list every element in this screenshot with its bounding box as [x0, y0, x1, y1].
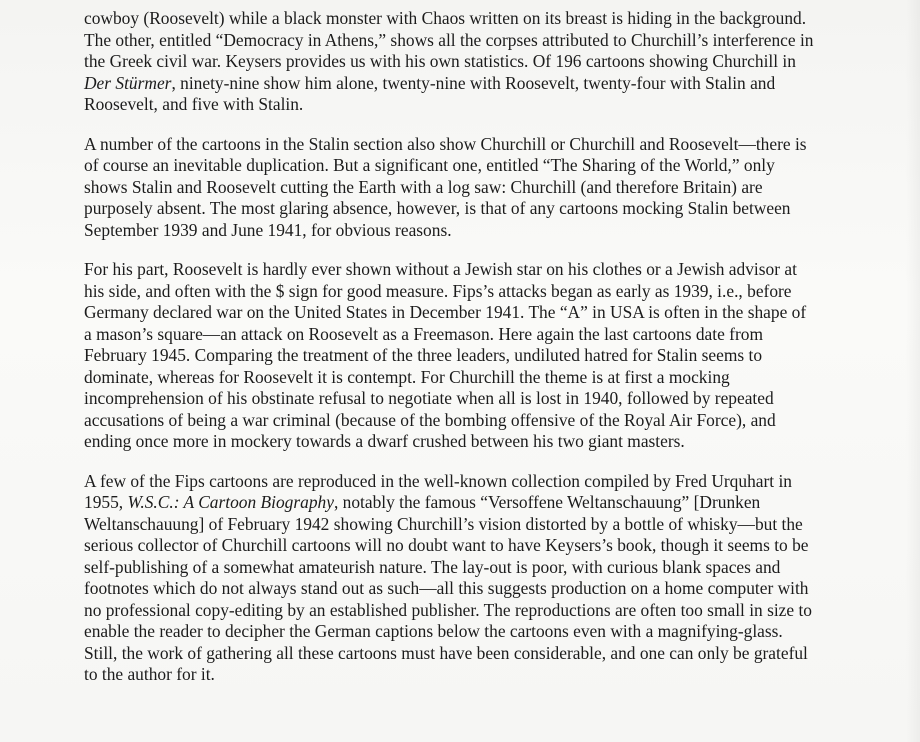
scan-shadow-edge: [906, 0, 920, 742]
paragraph-4-text-a: A few of the Fips cartoons are reproduced in the well-known collection compiled by Fred Urquhart in 1955,: [84, 470, 792, 512]
paragraph-2: [84, 134, 816, 242]
text-column: [84, 8, 816, 686]
paragraph-4-text-b: , notably the famous “Versoffene Weltanschauung” [Drunken Weltanschauung] of February 1942 showing Churchill’s vision distorted by a bottle of whisky—but the serious collector of Churchill cartoons will no doubt want to have Keysers’s book, though it seems to be self-publishing of a somewhat amateurish nature. The lay-out is poor, with curious blank spaces and footnotes which do not always stand out as such—all this suggests production on a home computer with no professional copy-editing by an established publisher. The reproductions are often too small in size to enable the reader to decipher the German captions below the cartoons even with a magnifying-glass. Still, the work of gathering all these cartoons must have been considerable, and one can only be grateful to the author for it.: [84, 492, 812, 684]
paragraph-1-italic-title: Der Stürmer: [84, 72, 172, 93]
paragraph-4-italic-title: W.S.C.: A Cartoon Biography: [127, 492, 334, 512]
paragraph-3: [84, 259, 816, 453]
paragraph-2-text: A number of the cartoons in the Stalin section also show Churchill or Churchill and Roosevelt—there is of course an inevitable duplication. But a significant one, entitled “The Sharing of the World,” only shows Stalin and Roosevelt cutting the Earth with a log saw: Churchill (and therefore Britain) are purposely absent. The most glaring absence, however, is that of any cartoons mocking Stalin between September 1939 and June 1941, for obvious reasons.: [84, 133, 807, 240]
paragraph-1-text-a: cowboy (Roosevelt) while a black monster with Chaos written on its breast is hiding in the background. The other, entitled “Democracy in Athens,” shows all the corpses attributed to Churchill’s interference in the Greek civil war. Keysers provides us with his own statistics. Of 196 cartoons showing Churchill in: [84, 8, 814, 71]
paragraph-1-text-b: , ninety-nine show him alone, twenty-nine with Roosevelt, twenty-four with Stalin and Roosevelt, and five with Stalin.: [84, 72, 776, 114]
paragraph-4: [84, 471, 816, 686]
paragraph-1: [84, 8, 816, 116]
paragraph-3-text: For his part, Roosevelt is hardly ever shown without a Jewish star on his clothes or a Jewish advisor at his side, and often with the $ sign for good measure. Fips’s attacks began as early as 1939, i.e., before Germany declared war on the United States in December 1941. The “A” in USA is often in the shape of a mason’s square—an attack on Roosevelt as a Freemason. Here again the last cartoons date from February 1945. Comparing the treatment of the three leaders, undiluted hatred for Stalin seems to dominate, whereas for Roosevelt it is contempt. For Churchill the theme is at first a mocking incomprehension of his obstinate refusal to negotiate when all is lost in 1940, followed by repeated accusations of being a war criminal (because of the bombing offensive of the Royal Air Force), and ending once more in mockery towards a dwarf crushed between his two giant masters.: [84, 259, 807, 451]
